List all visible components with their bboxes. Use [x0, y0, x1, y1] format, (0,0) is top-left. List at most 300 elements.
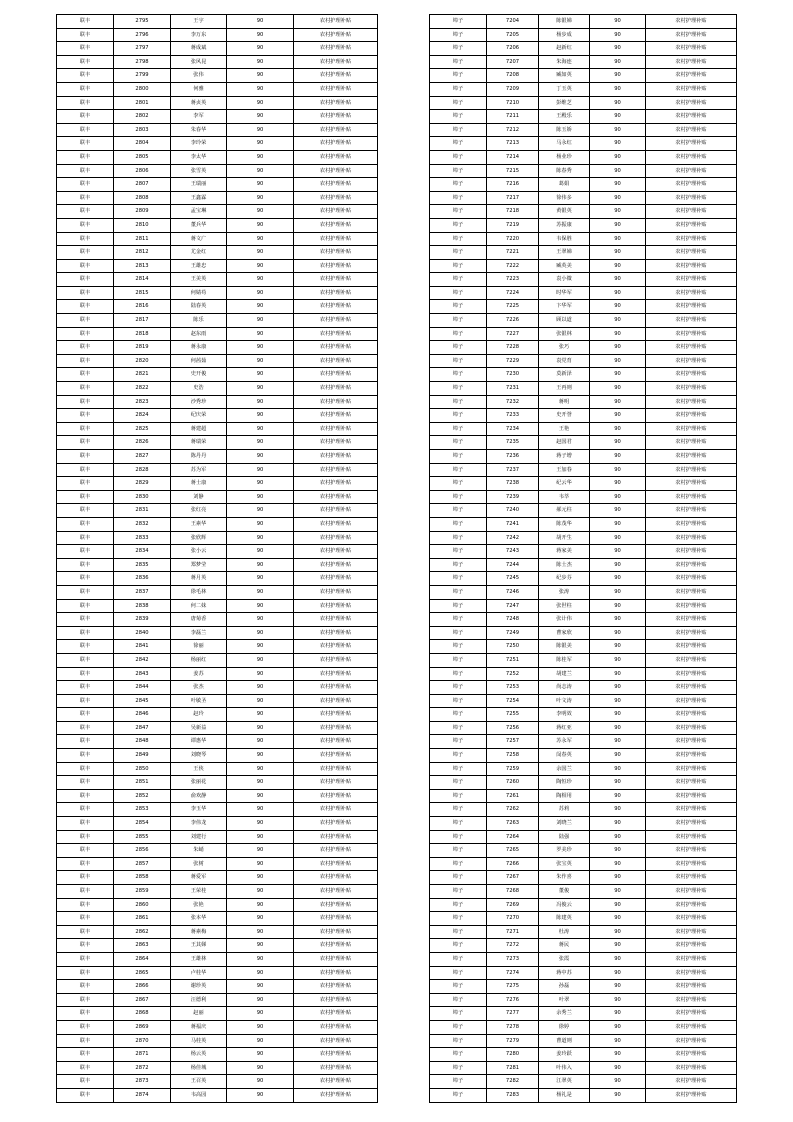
village-cell: 埠子	[430, 354, 487, 368]
amount-cell: 90	[590, 15, 646, 29]
village-cell: 联丰	[57, 232, 114, 246]
village-cell: 联丰	[57, 993, 114, 1007]
subsidy-type-cell: 农村护理补贴	[646, 218, 737, 232]
amount-cell: 90	[590, 735, 646, 749]
village-cell: 埠子	[430, 640, 487, 654]
table-row	[430, 952, 737, 966]
serial-number-cell: 7210	[487, 96, 539, 110]
subsidy-type-cell: 农村护理补贴	[646, 354, 737, 368]
subsidy-type-cell: 农村护理补贴	[294, 327, 378, 341]
person-name-cell: 胡建兰	[539, 667, 590, 681]
serial-number-cell: 7266	[487, 857, 539, 871]
serial-number-cell: 2829	[114, 477, 171, 491]
amount-cell: 90	[227, 490, 294, 504]
serial-number-cell: 7225	[487, 300, 539, 314]
subsidy-type-cell: 农村护理补贴	[646, 504, 737, 518]
amount-cell: 90	[590, 803, 646, 817]
person-name-cell: 袁党育	[539, 354, 590, 368]
village-cell: 联丰	[57, 735, 114, 749]
subsidy-type-cell: 农村护理补贴	[646, 55, 737, 69]
village-cell: 联丰	[57, 422, 114, 436]
village-cell: 埠子	[430, 993, 487, 1007]
subsidy-type-cell: 农村护理补贴	[294, 218, 378, 232]
table-row	[57, 477, 378, 491]
subsidy-type-cell: 农村护理补贴	[294, 925, 378, 939]
person-name-cell: 时华军	[539, 286, 590, 300]
amount-cell: 90	[227, 613, 294, 627]
subsidy-type-cell: 农村护理补贴	[294, 599, 378, 613]
subsidy-type-cell: 农村护理补贴	[294, 681, 378, 695]
table-row	[430, 653, 737, 667]
person-name-cell: 孙磊	[539, 980, 590, 994]
person-name-cell: 葛娟	[539, 178, 590, 192]
village-cell: 埠子	[430, 531, 487, 545]
serial-number-cell: 2816	[114, 300, 171, 314]
subsidy-type-cell: 农村护理补贴	[294, 42, 378, 56]
subsidy-type-cell: 农村护理补贴	[294, 572, 378, 586]
subsidy-type-cell: 农村护理补贴	[294, 354, 378, 368]
person-name-cell: 顾以道	[539, 314, 590, 328]
serial-number-cell: 2843	[114, 667, 171, 681]
serial-number-cell: 7256	[487, 721, 539, 735]
table-row	[57, 667, 378, 681]
amount-cell: 90	[590, 749, 646, 763]
person-name-cell: 王艳	[539, 422, 590, 436]
village-cell: 联丰	[57, 721, 114, 735]
table-row	[430, 1034, 737, 1048]
subsidy-type-cell: 农村护理补贴	[294, 409, 378, 423]
table-row	[57, 749, 378, 763]
village-cell: 联丰	[57, 178, 114, 192]
table-row	[430, 558, 737, 572]
amount-cell: 90	[590, 925, 646, 939]
person-name-cell: 王再则	[539, 382, 590, 396]
serial-number-cell: 2837	[114, 585, 171, 599]
village-cell: 联丰	[57, 286, 114, 300]
village-cell: 联丰	[57, 898, 114, 912]
amount-cell: 90	[590, 585, 646, 599]
subsidy-type-cell: 农村护理补贴	[646, 341, 737, 355]
subsidy-type-cell: 农村护理补贴	[646, 450, 737, 464]
subsidy-type-cell: 农村护理补贴	[294, 191, 378, 205]
table-row	[430, 218, 737, 232]
table-row	[57, 585, 378, 599]
serial-number-cell: 2808	[114, 191, 171, 205]
village-cell: 联丰	[57, 191, 114, 205]
person-name-cell: 苏莉	[539, 803, 590, 817]
subsidy-type-cell: 农村护理补贴	[294, 531, 378, 545]
amount-cell: 90	[590, 966, 646, 980]
table-row	[57, 980, 378, 994]
person-name-cell: 陈丹丹	[171, 450, 227, 464]
table-row	[430, 42, 737, 56]
serial-number-cell: 2847	[114, 721, 171, 735]
person-name-cell: 刘晓琴	[171, 749, 227, 763]
amount-cell: 90	[590, 993, 646, 1007]
subsidy-type-cell: 农村护理补贴	[294, 164, 378, 178]
serial-number-cell: 7209	[487, 82, 539, 96]
amount-cell: 90	[227, 28, 294, 42]
village-cell: 联丰	[57, 952, 114, 966]
person-name-cell: 曹家欣	[539, 626, 590, 640]
serial-number-cell: 2815	[114, 286, 171, 300]
village-cell: 联丰	[57, 28, 114, 42]
village-cell: 联丰	[57, 517, 114, 531]
serial-number-cell: 2833	[114, 531, 171, 545]
serial-number-cell: 2824	[114, 409, 171, 423]
subsidy-type-cell: 农村护理补贴	[294, 15, 378, 29]
person-name-cell: 蒋中苏	[539, 966, 590, 980]
amount-cell: 90	[590, 599, 646, 613]
serial-number-cell: 2859	[114, 885, 171, 899]
amount-cell: 90	[590, 939, 646, 953]
person-name-cell: 张风昆	[171, 55, 227, 69]
serial-number-cell: 2825	[114, 422, 171, 436]
amount-cell: 90	[590, 789, 646, 803]
person-name-cell: 张世柱	[539, 599, 590, 613]
subsidy-type-cell: 农村护理补贴	[294, 1007, 378, 1021]
subsidy-type-cell: 农村护理补贴	[294, 898, 378, 912]
subsidy-type-cell: 农村护理补贴	[294, 939, 378, 953]
table-row	[57, 1048, 378, 1062]
serial-number-cell: 7265	[487, 844, 539, 858]
table-row	[430, 463, 737, 477]
person-name-cell: 苏振康	[539, 218, 590, 232]
person-name-cell: 董俊	[539, 885, 590, 899]
subsidy-type-cell: 农村护理补贴	[294, 490, 378, 504]
subsidy-type-cell: 农村护理补贴	[646, 572, 737, 586]
serial-number-cell: 2832	[114, 517, 171, 531]
amount-cell: 90	[227, 450, 294, 464]
person-name-cell: 蒋建超	[171, 422, 227, 436]
amount-cell: 90	[590, 341, 646, 355]
person-name-cell: 徐毛林	[171, 585, 227, 599]
village-cell: 联丰	[57, 857, 114, 871]
serial-number-cell: 7204	[487, 15, 539, 29]
person-name-cell: 何茜茹	[171, 354, 227, 368]
amount-cell: 90	[227, 653, 294, 667]
table-row	[57, 96, 378, 110]
table-row	[57, 640, 378, 654]
village-cell: 埠子	[430, 137, 487, 151]
subsidy-type-cell: 农村护理补贴	[646, 898, 737, 912]
table-row	[57, 545, 378, 559]
village-cell: 埠子	[430, 667, 487, 681]
person-name-cell: 张欣辉	[171, 531, 227, 545]
amount-cell: 90	[227, 898, 294, 912]
person-name-cell: 朱春华	[171, 123, 227, 137]
person-name-cell: 王加春	[539, 463, 590, 477]
amount-cell: 90	[590, 531, 646, 545]
person-name-cell: 陈银美	[539, 640, 590, 654]
person-name-cell: 蒋民	[539, 939, 590, 953]
amount-cell: 90	[227, 789, 294, 803]
amount-cell: 90	[590, 898, 646, 912]
village-cell: 联丰	[57, 694, 114, 708]
table-row	[430, 273, 737, 287]
subsidy-type-cell: 农村护理补贴	[646, 96, 737, 110]
subsidy-type-cell: 农村护理补贴	[646, 762, 737, 776]
village-cell: 埠子	[430, 613, 487, 627]
table-row	[57, 69, 378, 83]
village-cell: 联丰	[57, 980, 114, 994]
amount-cell: 90	[227, 300, 294, 314]
serial-number-cell: 2870	[114, 1034, 171, 1048]
person-name-cell: 罗美珍	[539, 844, 590, 858]
village-cell: 联丰	[57, 803, 114, 817]
subsidy-type-cell: 农村护理补贴	[646, 599, 737, 613]
table-row	[57, 721, 378, 735]
serial-number-cell: 7258	[487, 749, 539, 763]
serial-number-cell: 7253	[487, 681, 539, 695]
person-name-cell: 李玉华	[171, 803, 227, 817]
person-name-cell: 蒋福庆	[171, 1020, 227, 1034]
amount-cell: 90	[227, 1061, 294, 1075]
village-cell: 埠子	[430, 314, 487, 328]
person-name-cell: 陈春秀	[539, 164, 590, 178]
subsidy-type-cell: 农村护理补贴	[646, 830, 737, 844]
village-cell: 埠子	[430, 463, 487, 477]
village-cell: 埠子	[430, 205, 487, 219]
serial-number-cell: 7248	[487, 613, 539, 627]
table-row	[430, 898, 737, 912]
amount-cell: 90	[227, 341, 294, 355]
village-cell: 埠子	[430, 830, 487, 844]
village-cell: 埠子	[430, 966, 487, 980]
subsidy-type-cell: 农村护理补贴	[646, 42, 737, 56]
serial-number-cell: 2855	[114, 830, 171, 844]
table-row	[57, 993, 378, 1007]
person-name-cell: 郝元柱	[539, 504, 590, 518]
amount-cell: 90	[590, 450, 646, 464]
person-name-cell: 纪步芬	[539, 572, 590, 586]
amount-cell: 90	[590, 422, 646, 436]
serial-number-cell: 2835	[114, 558, 171, 572]
table-row	[57, 1007, 378, 1021]
amount-cell: 90	[227, 1020, 294, 1034]
serial-number-cell: 2821	[114, 368, 171, 382]
serial-number-cell: 7229	[487, 354, 539, 368]
amount-cell: 90	[590, 28, 646, 42]
subsidy-type-cell: 农村护理补贴	[646, 817, 737, 831]
amount-cell: 90	[590, 477, 646, 491]
subsidy-type-cell: 农村护理补贴	[294, 844, 378, 858]
village-cell: 埠子	[430, 871, 487, 885]
amount-cell: 90	[590, 613, 646, 627]
village-cell: 联丰	[57, 626, 114, 640]
person-name-cell: 纪庆荣	[171, 409, 227, 423]
serial-number-cell: 7213	[487, 137, 539, 151]
subsidy-type-cell: 农村护理补贴	[294, 395, 378, 409]
subsidy-type-cell: 农村护理补贴	[646, 844, 737, 858]
serial-number-cell: 2803	[114, 123, 171, 137]
amount-cell: 90	[590, 626, 646, 640]
serial-number-cell: 7240	[487, 504, 539, 518]
subsidy-type-cell: 农村护理补贴	[646, 110, 737, 124]
table-row	[57, 409, 378, 423]
amount-cell: 90	[227, 259, 294, 273]
serial-number-cell: 2840	[114, 626, 171, 640]
serial-number-cell: 2861	[114, 912, 171, 926]
amount-cell: 90	[227, 993, 294, 1007]
amount-cell: 90	[590, 980, 646, 994]
table-row	[430, 110, 737, 124]
table-row	[57, 1061, 378, 1075]
person-name-cell: 王雄林	[171, 952, 227, 966]
table-row	[430, 368, 737, 382]
subsidy-type-cell: 农村护理补贴	[294, 55, 378, 69]
amount-cell: 90	[227, 708, 294, 722]
table-row	[57, 857, 378, 871]
serial-number-cell: 7274	[487, 966, 539, 980]
serial-number-cell: 7237	[487, 463, 539, 477]
table-row	[57, 55, 378, 69]
table-row	[57, 885, 378, 899]
amount-cell: 90	[227, 545, 294, 559]
table-row	[57, 28, 378, 42]
village-cell: 联丰	[57, 82, 114, 96]
village-cell: 联丰	[57, 1007, 114, 1021]
village-cell: 埠子	[430, 789, 487, 803]
village-cell: 埠子	[430, 694, 487, 708]
subsidy-type-cell: 农村护理补贴	[646, 545, 737, 559]
person-name-cell: 杜涛	[539, 925, 590, 939]
amount-cell: 90	[227, 368, 294, 382]
village-cell: 埠子	[430, 803, 487, 817]
subsidy-type-cell: 农村护理补贴	[294, 96, 378, 110]
person-name-cell: 蒋贞英	[171, 96, 227, 110]
amount-cell: 90	[227, 409, 294, 423]
amount-cell: 90	[227, 749, 294, 763]
amount-cell: 90	[590, 1061, 646, 1075]
table-row	[57, 762, 378, 776]
serial-number-cell: 2807	[114, 178, 171, 192]
amount-cell: 90	[590, 952, 646, 966]
serial-number-cell: 7257	[487, 735, 539, 749]
person-name-cell: 张巧	[539, 341, 590, 355]
subsidy-type-cell: 农村护理补贴	[294, 1075, 378, 1089]
person-name-cell: 陈士杰	[539, 558, 590, 572]
table-row	[430, 1088, 737, 1102]
person-name-cell: 王鑫霖	[171, 191, 227, 205]
village-cell: 埠子	[430, 1061, 487, 1075]
table-row	[430, 246, 737, 260]
person-name-cell: 赵国君	[539, 436, 590, 450]
village-cell: 埠子	[430, 626, 487, 640]
village-cell: 埠子	[430, 123, 487, 137]
amount-cell: 90	[590, 572, 646, 586]
amount-cell: 90	[590, 708, 646, 722]
table-row	[430, 286, 737, 300]
village-cell: 联丰	[57, 844, 114, 858]
serial-number-cell: 7227	[487, 327, 539, 341]
table-row	[57, 708, 378, 722]
subsidy-type-cell: 农村护理补贴	[294, 477, 378, 491]
village-cell: 埠子	[430, 259, 487, 273]
table-row	[430, 980, 737, 994]
table-row	[430, 708, 737, 722]
person-name-cell: 杨丽红	[171, 653, 227, 667]
left-roster-table	[56, 14, 378, 1103]
person-name-cell: 刘建行	[171, 830, 227, 844]
person-name-cell: 陆春英	[171, 300, 227, 314]
subsidy-type-cell: 农村护理补贴	[294, 368, 378, 382]
serial-number-cell: 7220	[487, 232, 539, 246]
amount-cell: 90	[227, 327, 294, 341]
table-row	[57, 504, 378, 518]
person-name-cell: 李磊兰	[171, 626, 227, 640]
subsidy-type-cell: 农村护理补贴	[646, 803, 737, 817]
person-name-cell: 汪德利	[171, 993, 227, 1007]
subsidy-type-cell: 农村护理补贴	[646, 273, 737, 287]
person-name-cell: 史开俊	[171, 368, 227, 382]
subsidy-type-cell: 农村护理补贴	[646, 626, 737, 640]
village-cell: 联丰	[57, 966, 114, 980]
person-name-cell: 韦高园	[171, 1088, 227, 1102]
subsidy-type-cell: 农村护理补贴	[294, 150, 378, 164]
amount-cell: 90	[227, 205, 294, 219]
serial-number-cell: 2864	[114, 952, 171, 966]
table-row	[57, 395, 378, 409]
amount-cell: 90	[590, 382, 646, 396]
village-cell: 联丰	[57, 613, 114, 627]
table-row	[430, 55, 737, 69]
village-cell: 联丰	[57, 395, 114, 409]
village-cell: 联丰	[57, 558, 114, 572]
table-row	[430, 912, 737, 926]
village-cell: 联丰	[57, 871, 114, 885]
amount-cell: 90	[590, 517, 646, 531]
village-cell: 联丰	[57, 409, 114, 423]
person-name-cell: 李太华	[171, 150, 227, 164]
person-name-cell: 丁玉英	[539, 82, 590, 96]
amount-cell: 90	[227, 110, 294, 124]
table-row	[430, 817, 737, 831]
subsidy-type-cell: 农村护理补贴	[646, 871, 737, 885]
amount-cell: 90	[590, 885, 646, 899]
serial-number-cell: 2802	[114, 110, 171, 124]
table-row	[57, 572, 378, 586]
serial-number-cell: 2866	[114, 980, 171, 994]
village-cell: 埠子	[430, 164, 487, 178]
table-row	[430, 123, 737, 137]
table-row	[57, 925, 378, 939]
serial-number-cell: 7282	[487, 1075, 539, 1089]
person-name-cell: 陶相用	[539, 789, 590, 803]
village-cell: 埠子	[430, 912, 487, 926]
table-row	[430, 721, 737, 735]
amount-cell: 90	[590, 82, 646, 96]
serial-number-cell: 2857	[114, 857, 171, 871]
serial-number-cell: 7215	[487, 164, 539, 178]
amount-cell: 90	[590, 246, 646, 260]
amount-cell: 90	[590, 1007, 646, 1021]
table-row	[430, 259, 737, 273]
person-name-cell: 吴新益	[171, 721, 227, 735]
amount-cell: 90	[590, 191, 646, 205]
table-row	[57, 354, 378, 368]
person-name-cell: 王其娣	[171, 939, 227, 953]
serial-number-cell: 2795	[114, 15, 171, 29]
amount-cell: 90	[590, 273, 646, 287]
serial-number-cell: 7246	[487, 585, 539, 599]
village-cell: 联丰	[57, 817, 114, 831]
table-row	[57, 599, 378, 613]
amount-cell: 90	[227, 463, 294, 477]
person-name-cell: 王宇	[171, 15, 227, 29]
serial-number-cell: 7278	[487, 1020, 539, 1034]
village-cell: 埠子	[430, 952, 487, 966]
